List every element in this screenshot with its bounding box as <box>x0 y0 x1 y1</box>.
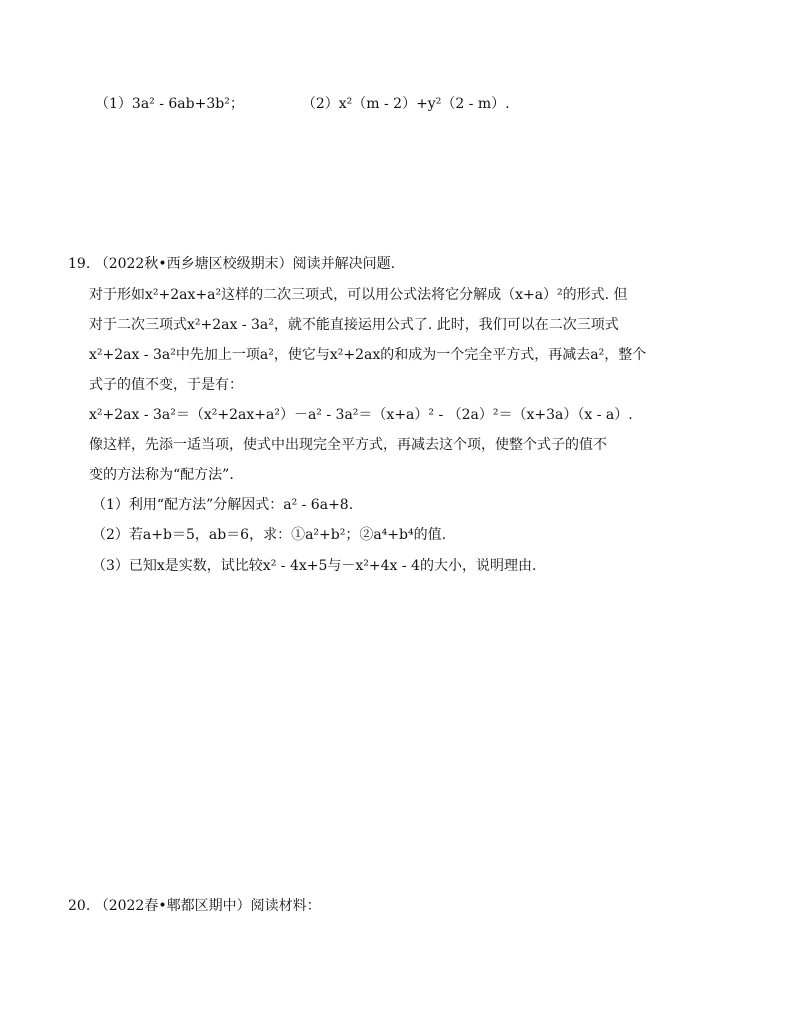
question-19-line: 变的方法称为“配方法”. <box>89 467 234 483</box>
question-20-header: 20. （2022春•郫都区期中）阅读材料： <box>68 898 321 914</box>
question-19-line: x²+2ax - 3a²中先加上一项a²，使它与x²+2ax的和成为一个完全平方式，再减去a²，整个 <box>89 347 647 363</box>
question-19-equation: x²+2ax - 3a²＝（x²+2ax+a²）－a² - 3a²＝（x+a）² - （2a）²＝（x+3a）（x - a）. <box>89 407 633 423</box>
question-19-subquestion-2: （2）若a+b＝5，ab＝6，求：①a²+b²；②a⁴+b⁴的值. <box>92 527 447 543</box>
question-19-header: 19. （2022秋•西乡塘区校级期末）阅读并解决问题. <box>68 256 396 272</box>
top-problem-part2: （2）x²（m - 2）+y²（2 - m）. <box>301 96 510 112</box>
question-19-line: 像这样，先添一适当项，使式中出现完全平方式，再减去这个项，使整个式子的值不 <box>89 437 607 453</box>
question-19-subquestion-3: （3）已知x是实数，试比较x² - 4x+5与－x²+4x - 4的大小，说明理由. <box>92 558 537 574</box>
top-problem-part1: （1）3a² - 6ab+3b²； <box>95 96 244 112</box>
question-19-line: 对于形如x²+2ax+a²这样的二次三项式，可以用公式法将它分解成（x+a）²的形式. 但 <box>89 287 628 303</box>
question-19-line: 式子的值不变，于是有： <box>89 377 243 393</box>
question-19-line: 对于二次三项式x²+2ax - 3a²，就不能直接运用公式了. 此时，我们可以在二次三项式 <box>89 317 619 333</box>
top-problem-line <box>95 94 510 114</box>
question-19-subquestion-1: （1）利用“配方法”分解因式：a² - 6a+8. <box>92 497 354 513</box>
